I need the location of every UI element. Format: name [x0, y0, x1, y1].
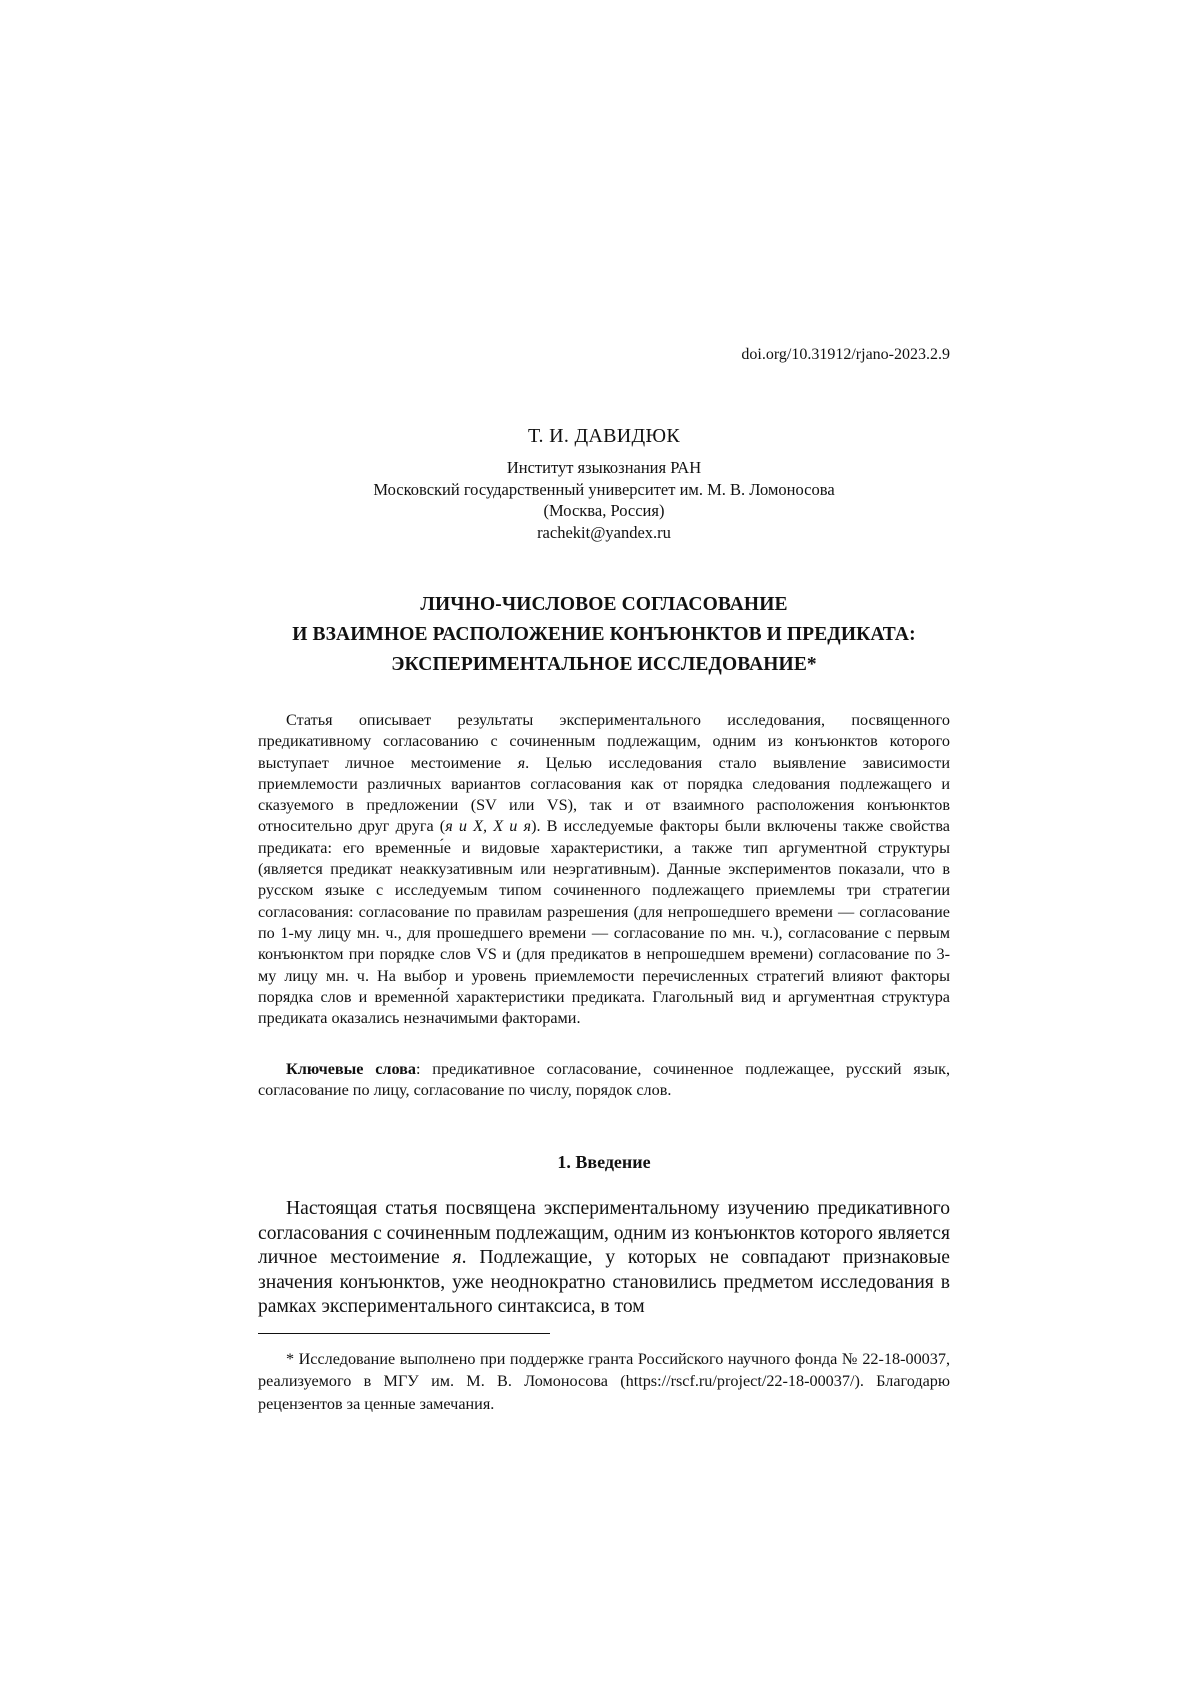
affiliation-institute: Институт языкознания РАН	[506, 458, 702, 477]
abstract	[258, 710, 950, 1029]
keywords-label: Ключевые слова	[286, 1060, 417, 1078]
introduction-paragraph	[258, 1197, 950, 1320]
intro-text-1: Настоящая статья посвящена экспериментальному изучению предикативного согласования с сочиненным подлежащим, одним из конъюнктов которого является личное местоимение	[258, 1198, 950, 1269]
doi-link[interactable]: doi.org/10.31912/rjano-2023.2.9	[741, 346, 950, 363]
title-line-3: ЭКСПЕРИМЕНТАЛЬНОЕ ИССЛЕДОВАНИЕ*	[391, 654, 817, 675]
intro-pronoun: я	[452, 1247, 462, 1269]
abstract-text-2: . Целью исследования стало выявление зависимости приемлемости различных вариантов согласования как от порядка следования подлежащего и сказуемого в предложении (SV или VS), так и от взаимного расположения конъюнктов относительно друг друга (	[258, 753, 951, 836]
title-line-2: И ВЗАИМНОЕ РАСПОЛОЖЕНИЕ КОНЪЮНКТОВ И ПРЕДИКАТА:	[292, 624, 916, 645]
abstract-pronoun: я	[517, 753, 526, 772]
intro-text-2: . Подлежащие, у которых не совпадают признаковые значения конъюнктов, уже неоднократно становились предметом исследования в рамках экспериментального синтаксиса, в том	[258, 1247, 950, 1318]
abstract-example: я и X, X и я	[445, 817, 532, 836]
author-email[interactable]: rachekit@yandex.ru	[537, 522, 671, 542]
keywords	[258, 1059, 950, 1102]
paper-title	[258, 590, 950, 680]
affiliation-university: Московский государственный университет им. М. В. Ломоносова	[373, 479, 835, 499]
section-heading-introduction: 1. Введение	[557, 1152, 651, 1172]
abstract-text-3: ). В исследуемые факторы были включены также свойства предиката: его временны́е и видовые характеристики, а также тип аргументной структуры (является предикат неаккузативным или неэргативным). Данные экспериментов показали, что в русском языке с исследуемым типом сочиненного подлежащего приемлемы три стратегии согласования: согласование по правилам разрешения (для непрошедшего времени — согласование по 1-му лицу мн. ч., для прошедшего времени — согласование по мн. ч.), согласование с первым конъюнктом при порядке слов VS и (для предикатов в непрошедшем времени) согласование по 3-му лицу мн. ч. На выбор и уровень приемлемости перечисленных стратегий влияют факторы порядка слов и временно́й характеристики предиката. Глагольный вид и аргументная структура предиката оказались незначимыми факторами.	[258, 817, 950, 1028]
abstract-text-1: Статья описывает результаты экспериментального исследования, посвященного предикативному согласованию с сочиненным подлежащим, одним из конъюнктов которого выступает личное местоимение	[258, 711, 950, 772]
keywords-list: : предикативное согласование, сочиненное подлежащее, русский язык, согласование по лицу, согласование по числу, порядок слов.	[258, 1060, 950, 1100]
title-line-1: ЛИЧНО-ЧИСЛОВОЕ СОГЛАСОВАНИЕ	[420, 594, 788, 615]
author-affiliation	[258, 457, 950, 543]
abstract-paragraph	[258, 710, 950, 1029]
footnote-divider	[258, 1333, 550, 1334]
footnote: * Исследование выполнено при поддержке гранта Российского научного фонда № 22-18-00037, реализуемого в МГУ им. М. В. Ломоносова (https://rscf.ru/project/22-18-00037/). Благодарю рецензентов за ценные замечания.	[258, 1350, 950, 1413]
affiliation-location: (Москва, Россия)	[543, 501, 665, 520]
author-name: Т. И. ДАВИДЮК	[528, 425, 680, 447]
